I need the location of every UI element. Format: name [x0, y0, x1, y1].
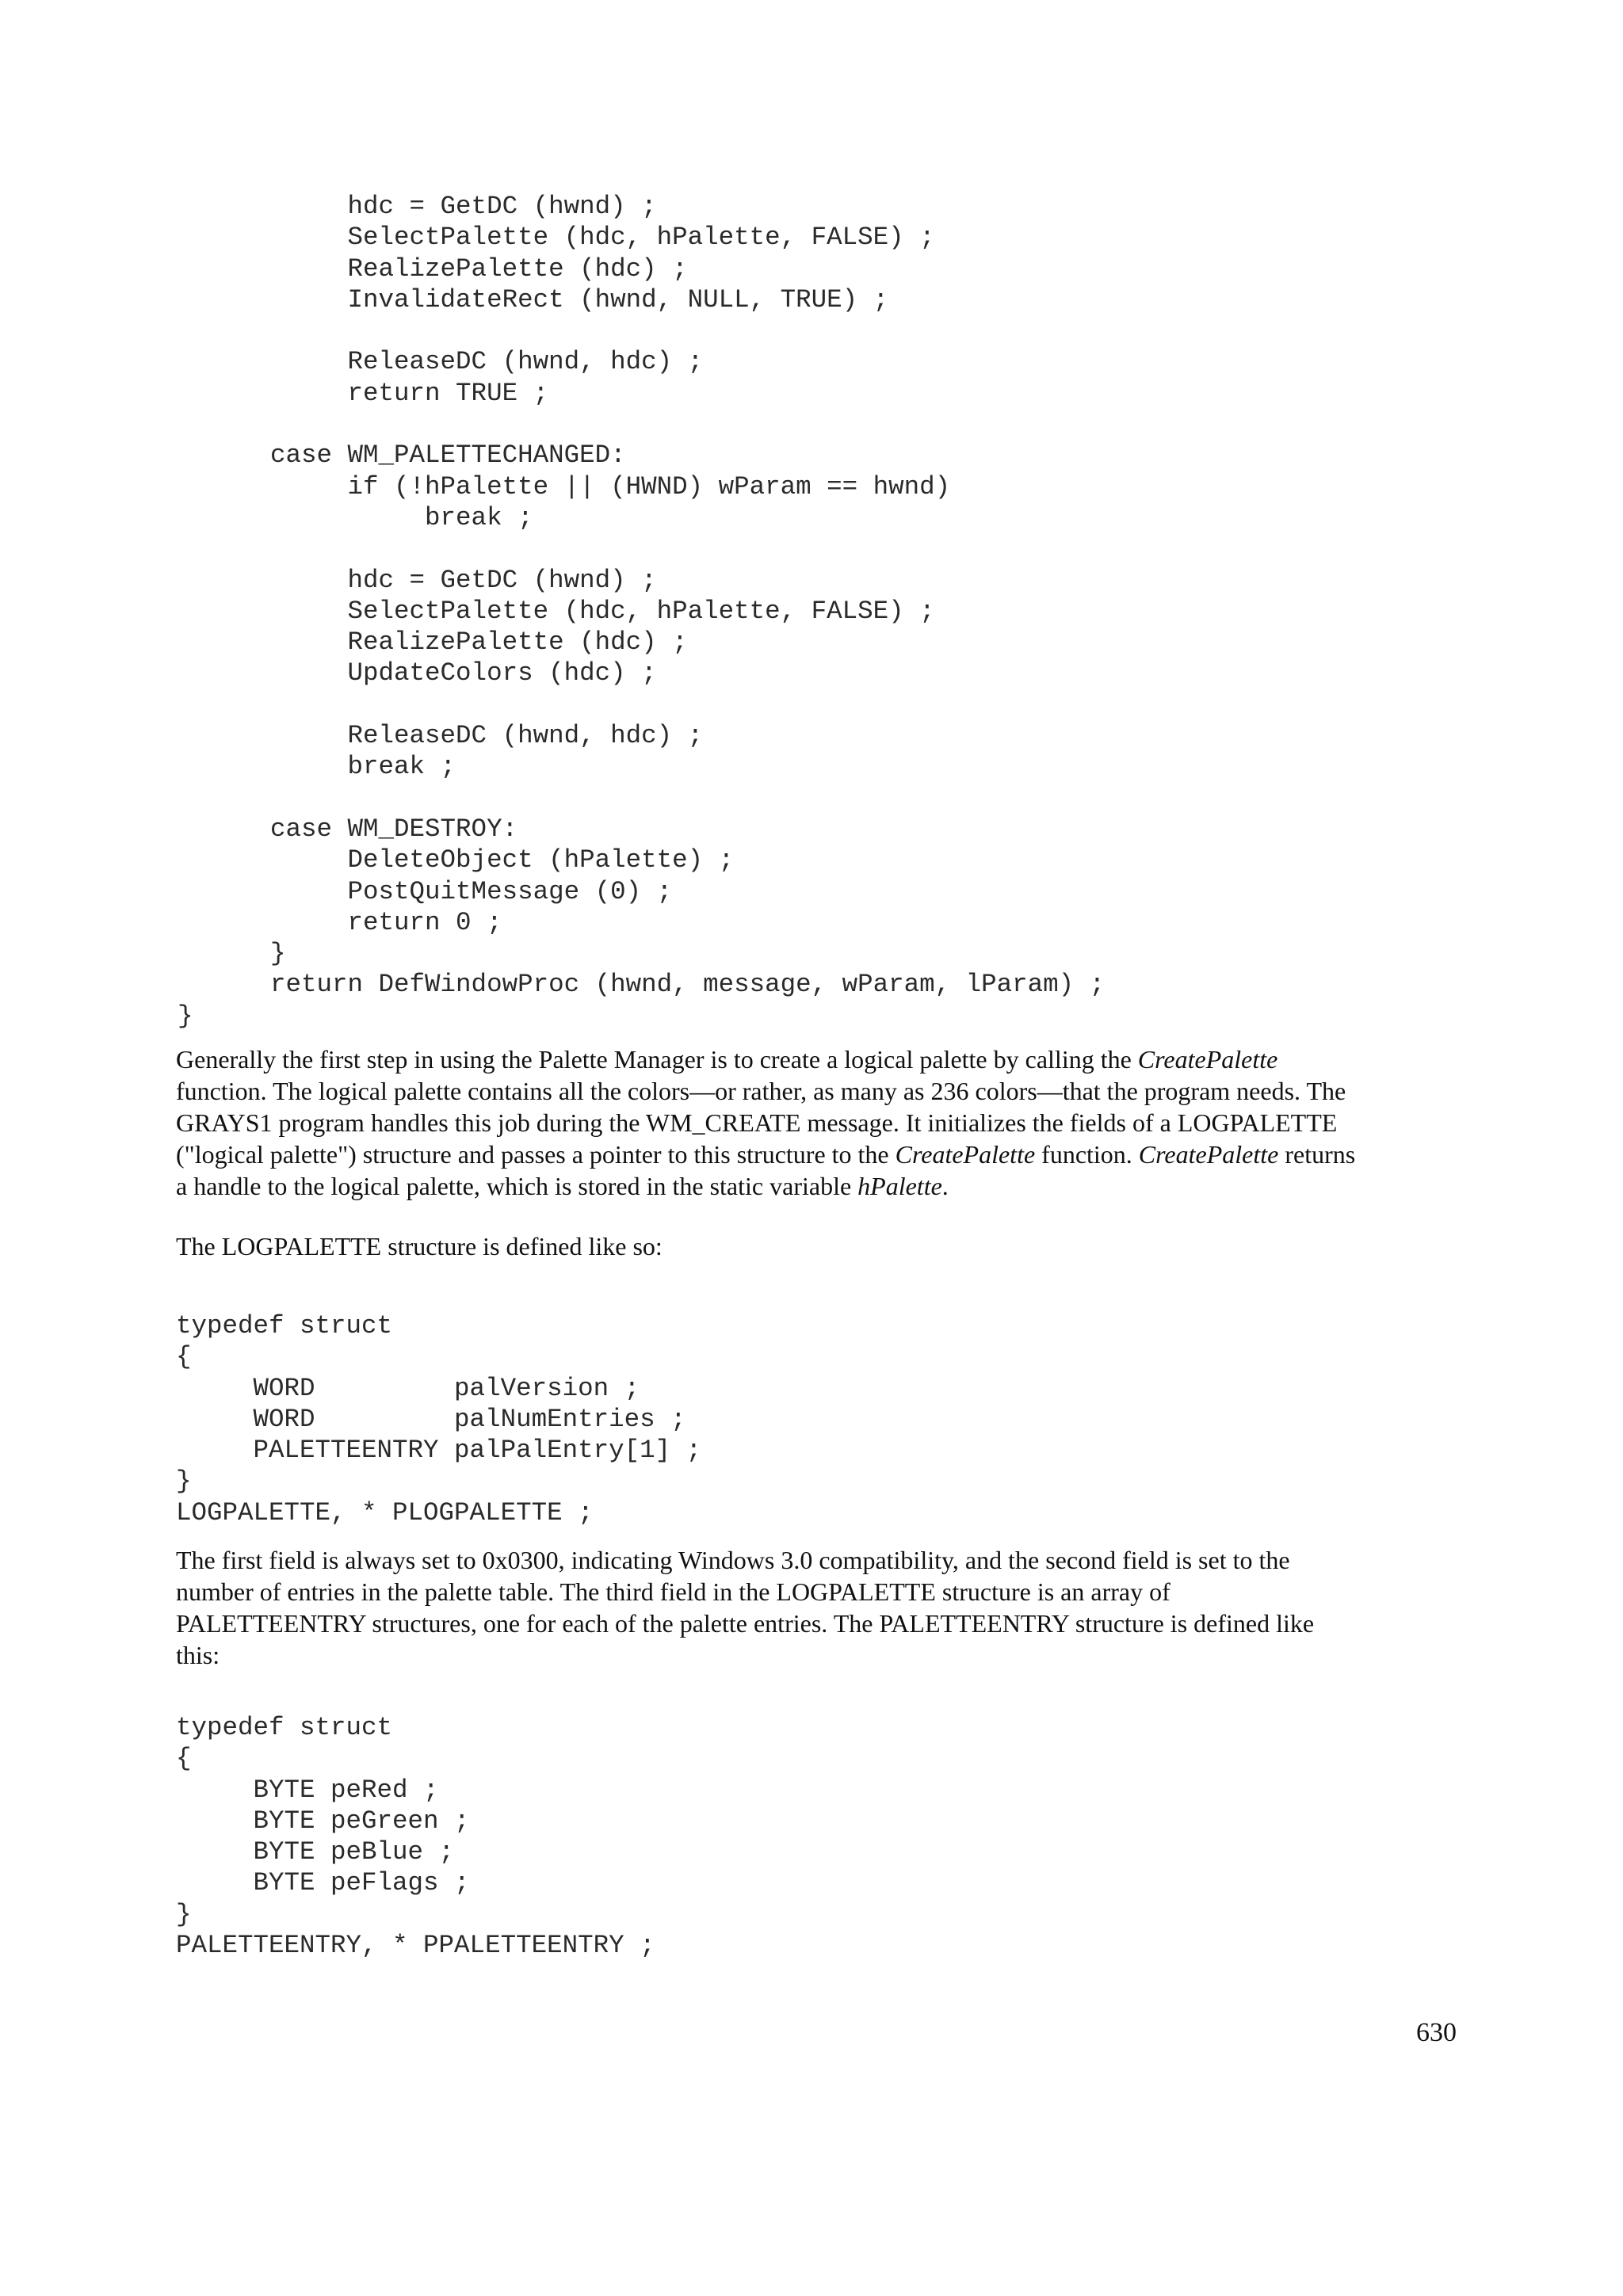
text-run: returns — [1278, 1140, 1356, 1169]
paragraph-line — [176, 1138, 1355, 1170]
italic-function-name: CreatePalette — [1137, 1045, 1278, 1074]
italic-function-name: CreatePalette — [1138, 1140, 1279, 1169]
paragraph-create-palette — [176, 1043, 1355, 1202]
paragraph-line: number of entries in the palette table. The third field in the LOGPALETTE structure is an array of — [176, 1577, 1170, 1606]
paragraph-first-field — [176, 1544, 1314, 1671]
paragraph-line — [176, 1043, 1355, 1075]
code-block-window-proc: hdc = GetDC (hwnd) ; SelectPalette (hdc, hPalette, FALSE) ; RealizePalette (hdc) ; InvalidateRect (hwnd, NULL, TRUE) ; ReleaseDC (hwnd, hdc) ; return TRUE ; case WM_PALETTECHANGED: if (!hPalette || (HWND) wParam == hwnd) break ; hdc = GetDC (hwnd) ; SelectPalette (hdc, hPalette, FALSE) ; RealizePalette (hdc) ; UpdateColors (hdc) ; ReleaseDC (hwnd, hdc) ; break ; case WM_DESTROY: DeleteObject (hPalette) ; PostQuitMessage (0) ; return 0 ; } return DefWindowProc (hwnd, message, wParam, lParam) ; } — [178, 192, 1106, 1031]
text-run: ("logical palette") structure and passes a pointer to this structure to the — [176, 1140, 896, 1169]
paragraph-line: function. The logical palette contains all the colors—or rather, as many as 236 colors—that the program needs. The — [176, 1077, 1346, 1105]
paragraph-line: PALETTEENTRY structures, one for each of the palette entries. The PALETTEENTRY structure is defined like — [176, 1609, 1315, 1638]
paragraph-line: GRAYS1 program handles this job during the WM_CREATE message. It initializes the fields of a LOGPALETTE — [176, 1108, 1338, 1137]
code-block-logpalette: typedef struct { WORD palVersion ; WORD palNumEntries ; PALETTEENTRY palPalEntry[1] ; } LOGPALETTE, * PLOGPALETTE ; — [176, 1311, 702, 1527]
text-run: Generally the first step in using the Palette Manager is to create a logical palette by calling the — [176, 1045, 1138, 1074]
text-run: . — [941, 1172, 949, 1200]
paragraph-line: this: — [176, 1641, 220, 1669]
paragraph-line — [176, 1170, 1355, 1202]
paragraph-line: The first field is always set to 0x0300, indicating Windows 3.0 compatibility, and the second field is set to the — [176, 1546, 1290, 1574]
paragraph-logpalette-intro: The LOGPALETTE structure is defined like so: — [176, 1232, 663, 1261]
code-block-paletteentry: typedef struct { BYTE peRed ; BYTE peGreen ; BYTE peBlue ; BYTE peFlags ; } PALETTEENTRY, * PPALETTEENTRY ; — [176, 1713, 655, 1961]
page-number: 630 — [1416, 2018, 1457, 2047]
text-run: a handle to the logical palette, which is stored in the static variable — [176, 1172, 858, 1200]
italic-variable-name: hPalette — [857, 1172, 942, 1200]
text-run: function. — [1035, 1140, 1139, 1169]
italic-function-name: CreatePalette — [895, 1140, 1036, 1169]
